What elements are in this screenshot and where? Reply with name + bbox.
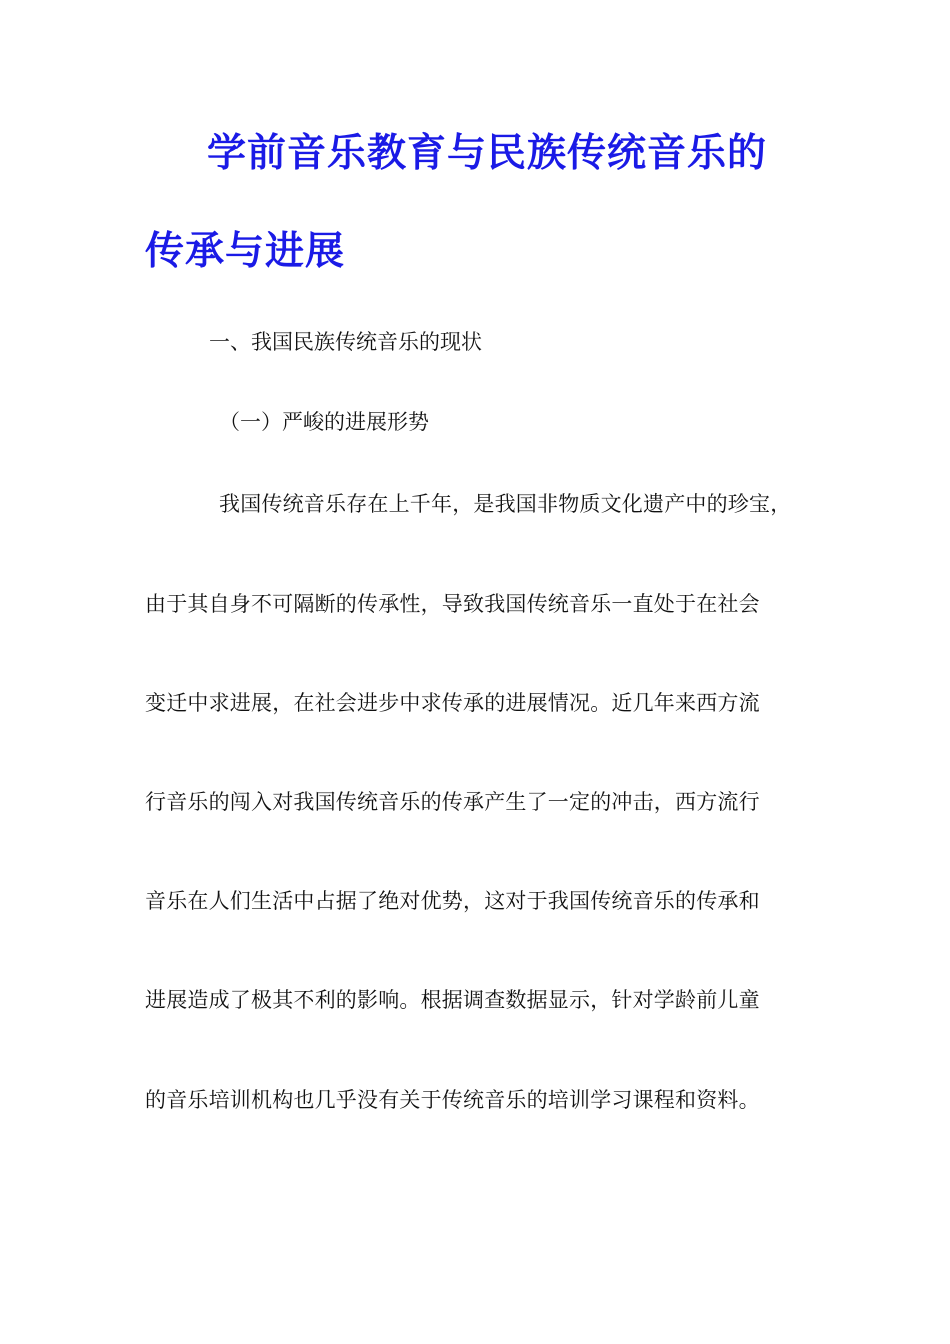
paragraph-line: 我国传统音乐存在上千年，是我国非物质文化遗产中的珍宝，	[219, 492, 792, 516]
document-title-line-2: 传承与进展	[145, 228, 346, 274]
paragraph-line: 音乐在人们生活中占据了绝对优势，这对于我国传统音乐的传承和	[145, 889, 760, 913]
paragraph-line: 的音乐培训机构也几乎没有关于传统音乐的培训学习课程和资料。	[145, 1088, 760, 1112]
paragraph-line: 变迁中求进展，在社会进步中求传承的进展情况。近几年来西方流	[145, 691, 760, 715]
paragraph-line: 由于其自身不可隔断的传承性，导致我国传统音乐一直处于在社会	[145, 592, 760, 616]
subsection-heading: （一）严峻的进展形势	[219, 410, 429, 434]
paragraph-line: 进展造成了极其不利的影响。根据调查数据显示，针对学龄前儿童	[145, 988, 760, 1012]
paragraph-line: 行音乐的闯入对我国传统音乐的传承产生了一定的冲击，西方流行	[145, 790, 760, 814]
document-title-line-1: 学前音乐教育与民族传统音乐的	[207, 130, 768, 176]
section-heading: 一、我国民族传统音乐的现状	[209, 330, 482, 354]
